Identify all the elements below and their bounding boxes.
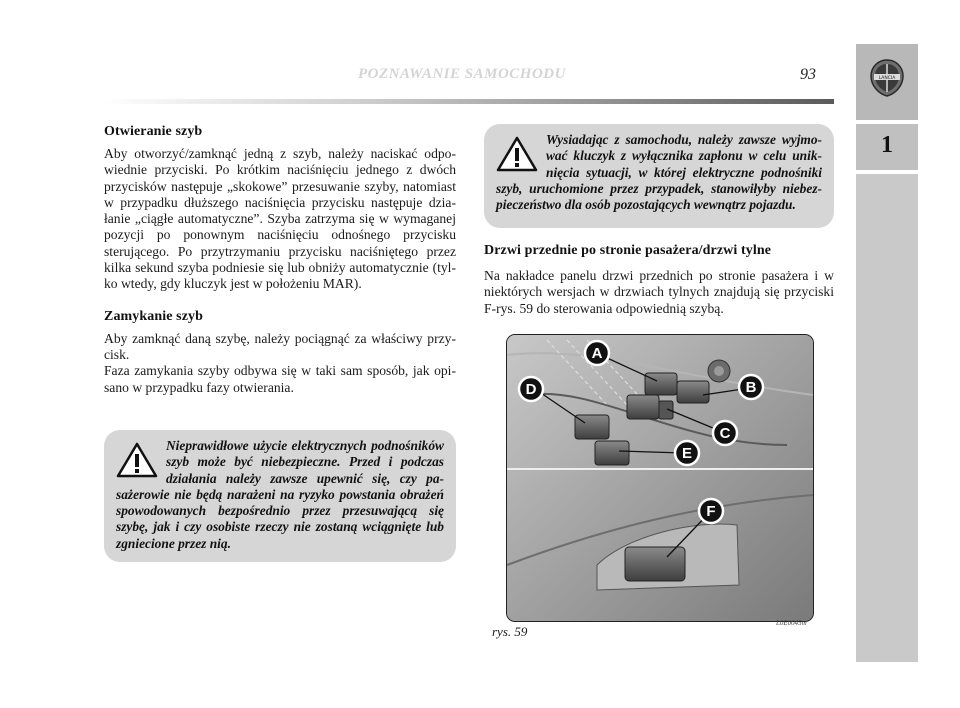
- figure-label-b: [739, 375, 763, 399]
- text-passenger-door: Na nakładce panelu drzwi przednich po stronie pasażera i w niektórych wersjach w drzwiach tylnych znajdują się przyciski F-rys. 59 do sterowania odpowiednią szybą.: [484, 268, 834, 316]
- svg-text:F: F: [706, 503, 716, 520]
- text-open-windows: Aby otworzyć/zamknąć jedną z szyb, należy naciskać odpowiednie przyciski. Po krótkim naciśnięciu jednego z dwóch przycisków następuje „skokowe” przesuwanie szyby, natomiast w przypadku dłuższego naciśnięcia przycisku następuje działanie „ciągłe automatyczne”. Szyba zatrzyma się w wymaganej pozycji po ponownym naciśnięciu odnośnego przycisku sterującego. Po przytrzymaniu przycisku naciśniętego przez kilka sekund szyba podniesie się lub obniży automatycznie (tylko wtedy, gdy kluczyk jest w położeniu MAR).: [104, 146, 456, 292]
- figure-label-f: [699, 499, 723, 523]
- figure-label-a: [585, 341, 609, 365]
- chapter-side-tab: [856, 44, 918, 662]
- svg-text:B: B: [745, 379, 757, 396]
- heading-open-windows: Otwieranie szyb: [104, 124, 203, 139]
- heading-passenger-door: Drzwi przednie po stronie pasażera/drzwi tylne: [484, 243, 772, 258]
- left-column: [104, 124, 456, 396]
- warning-box-key: [484, 124, 834, 228]
- figure-labels: [507, 335, 813, 621]
- warning-text-key: Wysiadając z samochodu, należy zawsze wyjmować kluczyk z wyłącznika zapłonu w celu uniknięcia sytuacji, w której elektryczne podnośniki szyb, uruchomione przez przypadek, stanowiłyby niebezpieczeństwo dla osób pozostających wewnątrz pojazdu.: [496, 132, 822, 213]
- warning-triangle-icon: [116, 442, 158, 478]
- svg-text:LANCIA: LANCIA: [878, 76, 896, 81]
- header-rule: [100, 99, 834, 104]
- svg-text:A: A: [591, 345, 603, 362]
- figure-label-c: [713, 421, 737, 445]
- warning-text-misuse: Nieprawidłowe użycie elektrycznych podnośników szyb może być niebezpieczne. Przed i podczas działania należy zawsze upewnić się, czy pasażerowie nie będą narażeni na ryzyko powstania obrażeń spowodowanych bezpośrednio przez przesuwającą się szybę, jak i czy osobiste rzeczy nie zostaną wciągnięte lub zgniecione przez nią.: [116, 438, 444, 551]
- figure-caption: rys. 59: [492, 624, 528, 639]
- header-title: POZNAWANIE SAMOCHODU: [358, 66, 566, 82]
- figure-code: L0E0045m: [776, 619, 807, 627]
- svg-text:D: D: [525, 381, 537, 398]
- text-close-windows-2: Faza zamykania szyby odbywa się w taki sam sposób, jak opisano w przypadku fazy otwierania.: [104, 363, 456, 395]
- warning-box-misuse: [104, 430, 456, 562]
- figure-label-d: [519, 377, 543, 401]
- svg-text:C: C: [719, 425, 731, 442]
- page-number: 93: [800, 66, 816, 83]
- figure-label-e: [675, 441, 699, 465]
- lancia-logo-icon: [868, 58, 906, 98]
- heading-close-windows: Zamykanie szyb: [104, 308, 204, 324]
- warning-triangle-icon: [496, 136, 538, 172]
- text-close-windows-1: Aby zamknąć daną szybę, należy pociągnąć za właściwy przycisk.: [104, 330, 456, 362]
- figure-window-switches: [506, 334, 814, 622]
- chapter-number: 1: [881, 132, 893, 158]
- svg-text:E: E: [681, 445, 693, 462]
